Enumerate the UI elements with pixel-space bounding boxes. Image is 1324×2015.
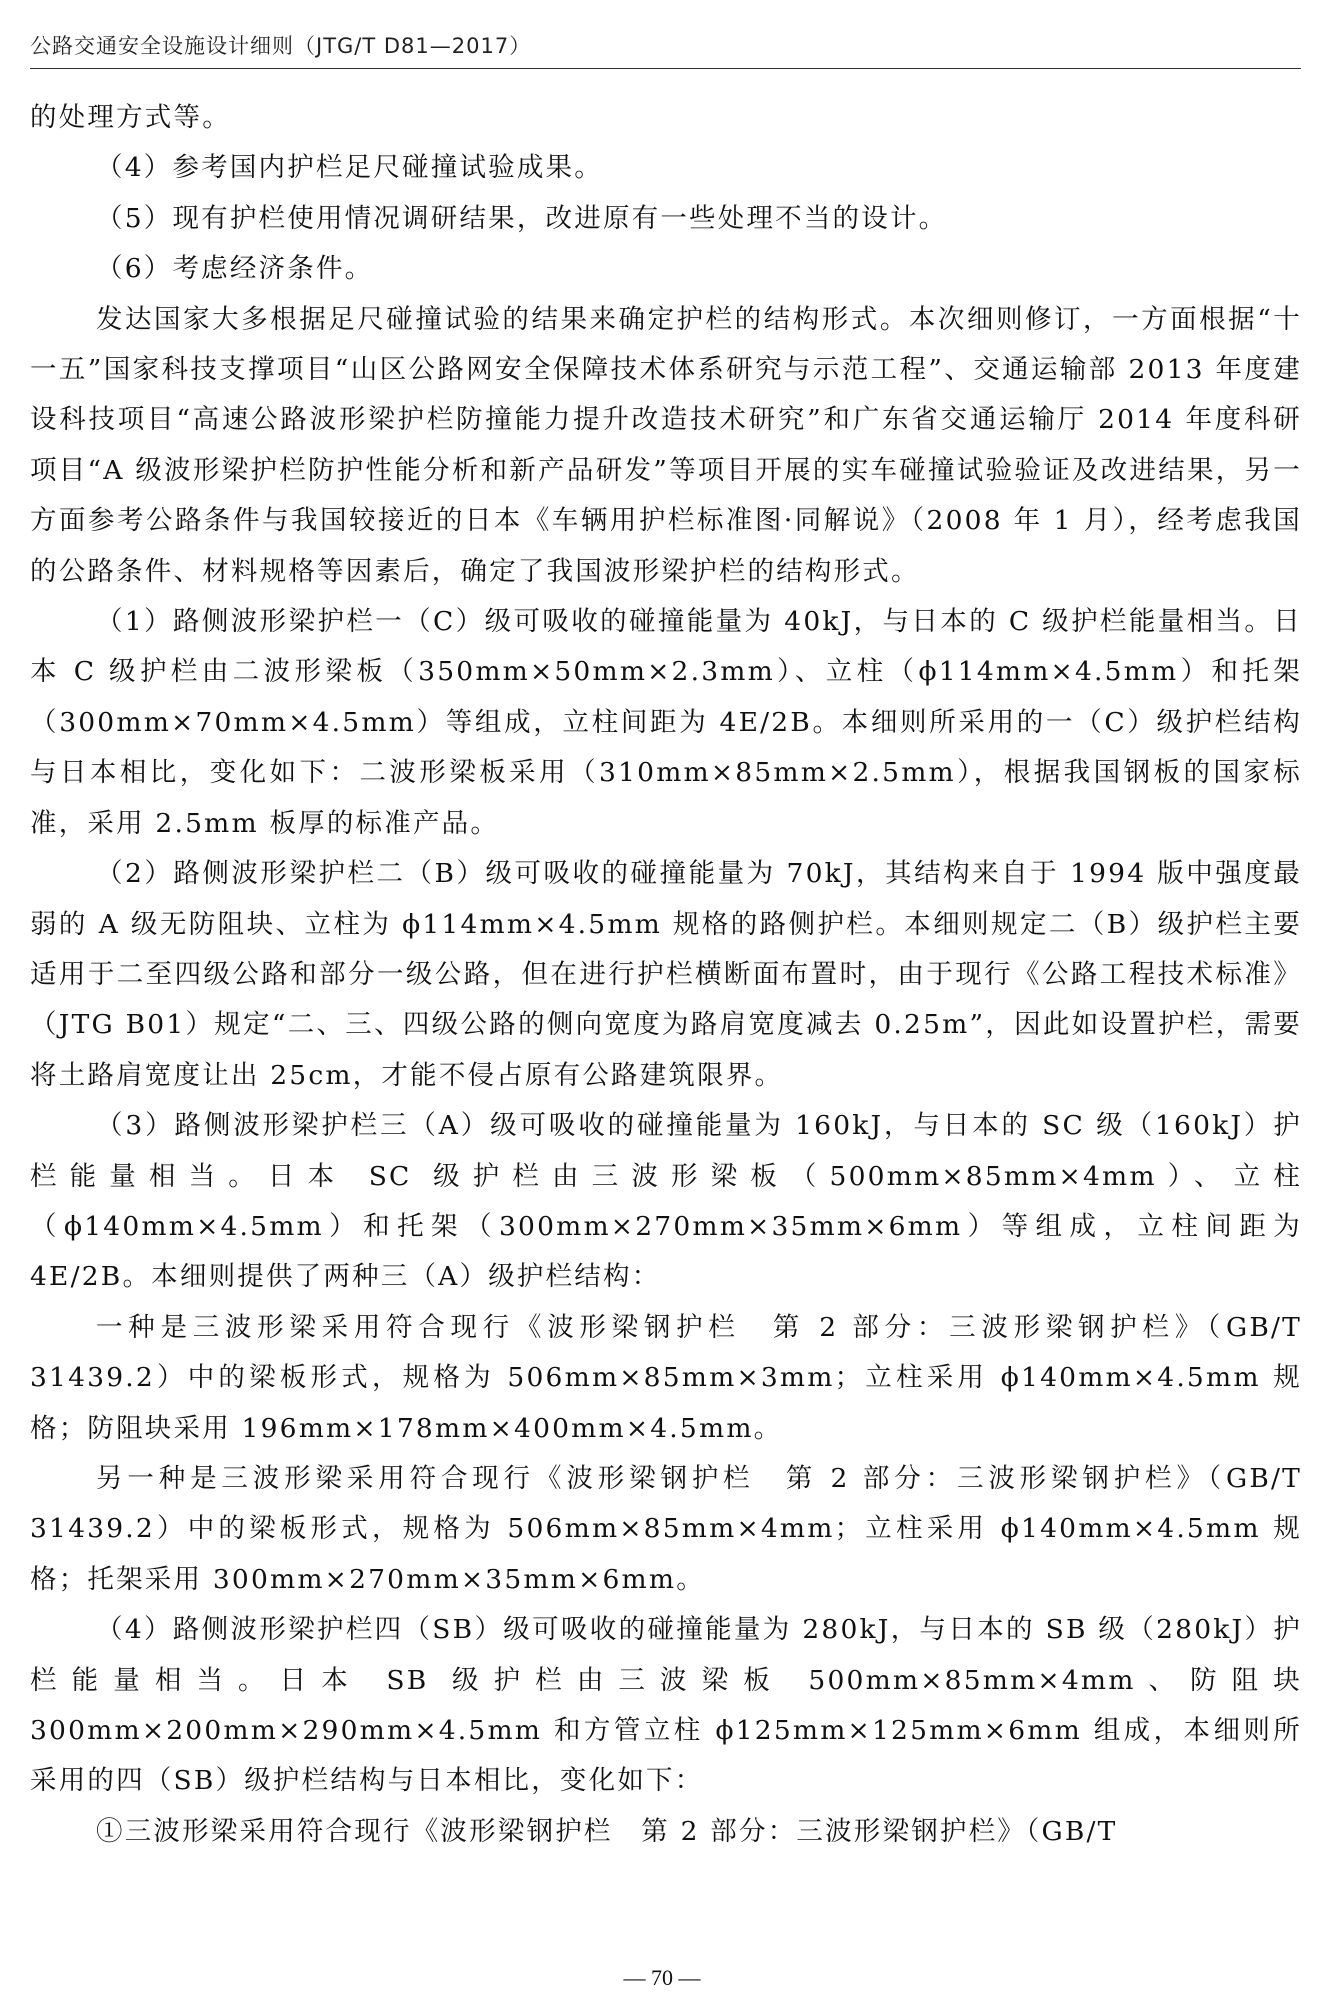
paragraph: （3）路侧波形梁护栏三（A）级可吸收的碰撞能量为 160kJ，与日本的 SC 级（160kJ）护栏能量相当。日本 SC 级护栏由三波形梁板（500mm×85mm×4mm）、立柱（ϕ140mm×4.5mm）和托架（300mm×270mm×35mm×6mm）等组成，立柱间距为 4E/2B。本细则提供了两种三（A）级护栏结构： [30, 1110, 1302, 1293]
paragraph: （6）考虑经济条件。 [96, 253, 374, 285]
header-divider [30, 68, 1301, 69]
paragraph: （1）路侧波形梁护栏一（C）级可吸收的碰撞能量为 40kJ，与日本的 C 级护栏能量相当。日本 C 级护栏由二波形梁板（350mm×50mm×2.3mm）、立柱（ϕ114mm×4.5mm）和托架（300mm×70mm×4.5mm）等组成，立柱间距为 4E/2B。本细则所采用的一（C）级护栏结构与日本相比，变化如下：二波形梁板采用（310mm×85mm×2.5mm），根据我国钢板的国家标准，采用 2.5mm 板厚的标准产品。 [30, 606, 1302, 839]
paragraph: （5）现有护栏使用情况调研结果，改进原有一些处理不当的设计。 [96, 202, 948, 234]
page-number: — 70 — [623, 1965, 701, 1990]
paragraph: ①三波形梁采用符合现行《波形梁钢护栏 第 2 部分：三波形梁钢护栏》（GB/T [96, 1815, 1118, 1847]
paragraph: （2）路侧波形梁护栏二（B）级可吸收的碰撞能量为 70kJ，其结构来自于 1994 版中强度最弱的 A 级无防阻块、立柱为 ϕ114mm×4.5mm 规格的路侧护栏。本细则规定二（B）级护栏主要适用于二至四级公路和部分一级公路，但在进行护栏横断面布置时，由于现行《公路工程技术标准》（JTG B01）规定“二、三、四级公路的侧向宽度为路肩宽度减去 0.25m”，因此如设置护栏，需要将土路肩宽度让出 25cm，才能不侵占原有公路建筑限界。 [30, 858, 1302, 1091]
paragraph: 的处理方式等。 [30, 102, 231, 133]
body-text [30, 93, 1302, 1857]
paragraph: 一种是三波形梁采用符合现行《波形梁钢护栏 第 2 部分：三波形梁钢护栏》（GB/T 31439.2）中的梁板形式，规格为 506mm×85mm×3mm；立柱采用 ϕ140mm×4.5mm 规格；防阻块采用 196mm×178mm×400mm×4.5mm。 [30, 1311, 1302, 1444]
running-header: 公路交通安全设施设计细则（JTG/T D81—2017） [30, 34, 532, 58]
paragraph: （4）参考国内护栏足尺碰撞试验成果。 [96, 152, 603, 184]
paragraph: 另一种是三波形梁采用符合现行《波形梁钢护栏 第 2 部分：三波形梁钢护栏》（GB/T 31439.2）中的梁板形式，规格为 506mm×85mm×4mm；立柱采用 ϕ140mm×4.5mm 规格；托架采用 300mm×270mm×35mm×6mm。 [30, 1462, 1302, 1595]
paragraph: 发达国家大多根据足尺碰撞试验的结果来确定护栏的结构形式。本次细则修订，一方面根据“十一五”国家科技支撑项目“山区公路网安全保障技术体系研究与示范工程”、交通运输部 2013 年度建设科技项目“高速公路波形梁护栏防撞能力提升改造技术研究”和广东省交通运输厅 2014 年度科研项目“A 级波形梁护栏防护性能分析和新产品研发”等项目开展的实车碰撞试验验证及改进结果，另一方面参考公路条件与我国较接近的日本《车辆用护栏标准图·同解说》（2008 年 1 月），经考虑我国的公路条件、材料规格等因素后，确定了我国波形梁护栏的结构形式。 [30, 303, 1302, 587]
paragraph: （4）路侧波形梁护栏四（SB）级可吸收的碰撞能量为 280kJ，与日本的 SB 级（280kJ）护栏能量相当。日本 SB 级护栏由三波梁板 500mm×85mm×4mm、防阻块 300mm×200mm×290mm×4.5mm 和方管立柱 ϕ125mm×125mm×6mm 组成，本细则所采用的四（SB）级护栏结构与日本相比，变化如下： [30, 1614, 1302, 1797]
